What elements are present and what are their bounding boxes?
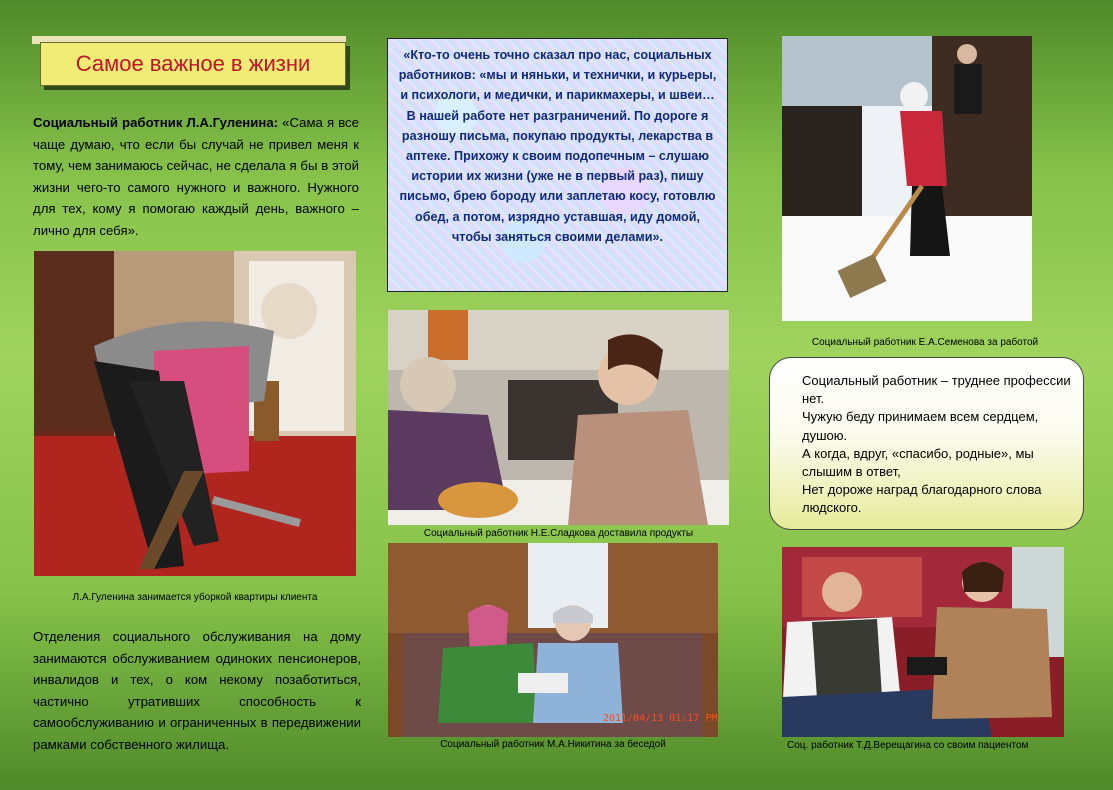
photo-patient bbox=[782, 547, 1064, 737]
photo-groceries-caption: Социальный работник Н.Е.Сладкова доставила продукты bbox=[423, 528, 694, 539]
photo-cleaning-caption: Л.А.Гуленина занимается уборкой квартиры клиента bbox=[72, 592, 318, 603]
poem-line-1: Социальный работник – труднее профессии нет. bbox=[802, 373, 1071, 407]
quote-box bbox=[387, 38, 728, 292]
photo-snow-caption: Социальный работник Е.А.Семенова за работой bbox=[811, 337, 1039, 348]
photo-groceries bbox=[388, 310, 729, 525]
photo-date-stamp: 2011/04/13 01:17 PM bbox=[603, 713, 718, 724]
photo-conversation bbox=[388, 543, 718, 737]
photo-patient-caption: Соц. работник Т.Д.Верещагина со своим пациентом bbox=[787, 740, 1029, 751]
poem-line-4: Нет дороже наград благодарного слова людского. bbox=[802, 482, 1042, 516]
poem-box bbox=[769, 357, 1084, 530]
bottom-paragraph: Отделения социального обслуживания на дому занимаются обслуживанием одиноких пенсионеров, инвалидов и тех, о ком некому позаботиться, частично утративших способность к самообслуживанию и ограниченных в передвижении рамками собственного жилища. bbox=[33, 629, 361, 752]
quote-paragraph-1: «Кто-то очень точно сказал про нас, социальных работников: «мы и няньки, и технички, и курьеры, и психологи, и медички, и парикмахеры, и швеи… bbox=[398, 48, 717, 103]
photo-snow bbox=[782, 36, 1032, 321]
intro-quote: «Сама я все чаще думаю, что если бы случай не привел меня к тому, чем занимаюсь сейчас, не сделала я бы в этой жизни чего-то самого нужного и важного. Нужного для тех, кому я помогаю каждый день, важного – лично для себя». bbox=[33, 115, 359, 238]
intro-paragraph bbox=[33, 112, 359, 241]
photo-conversation-caption: Социальный работник М.А.Никитина за беседой bbox=[440, 739, 666, 750]
intro-author: Социальный работник Л.А.Гуленина: bbox=[33, 115, 279, 130]
quote-paragraph-2: В нашей работе нет разграничений. По дороге я разношу письма, покупаю продукты, лекарства в аптеке. Прихожу к своим подопечным – слушаю истории их жизни (уже не в первый раз), пишу письмо, брею бороду или заплетаю косу, готовлю обед, а потом, изрядно уставшая, иду домой, чтобы заняться своими делами». bbox=[399, 108, 716, 244]
poem-line-3: А когда, вдруг, «спасибо, родные», мы слышим в ответ, bbox=[802, 445, 1034, 480]
page-title-text: Самое важное в жизни bbox=[75, 51, 311, 76]
poem-line-2: Чужую беду принимаем всем сердцем, душою. bbox=[802, 409, 1039, 443]
photo-cleaning bbox=[34, 251, 356, 576]
page-title bbox=[40, 42, 346, 86]
